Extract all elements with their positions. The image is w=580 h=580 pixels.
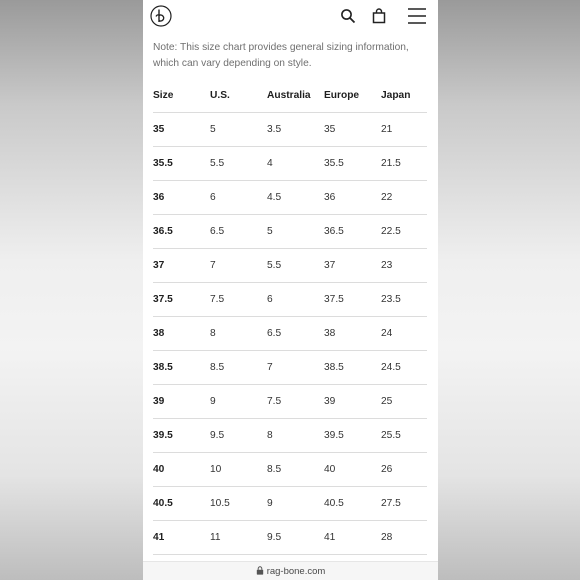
japan-cell: 25.5 [381, 419, 427, 453]
size-cell: 40.5 [153, 487, 210, 521]
us-cell: 5 [210, 113, 267, 147]
search-icon[interactable] [340, 8, 356, 24]
us-cell: 6 [210, 181, 267, 215]
japan-cell: 24 [381, 317, 427, 351]
table-row [153, 181, 427, 215]
size-cell: 39 [153, 385, 210, 419]
europe-cell: 40.5 [324, 487, 381, 521]
europe-cell: 37.5 [324, 283, 381, 317]
europe-cell: 37 [324, 249, 381, 283]
europe-cell: 36 [324, 181, 381, 215]
table-row [153, 351, 427, 385]
europe-cell: 38.5 [324, 351, 381, 385]
australia-cell: 7.5 [267, 385, 324, 419]
table-row [153, 113, 427, 147]
us-cell: 9 [210, 385, 267, 419]
japan-cell: 25 [381, 385, 427, 419]
size-cell: 38.5 [153, 351, 210, 385]
column-header-size: Size [153, 79, 210, 113]
us-cell: 6.5 [210, 215, 267, 249]
australia-cell: 5.5 [267, 249, 324, 283]
size-cell: 36.5 [153, 215, 210, 249]
us-cell: 10 [210, 453, 267, 487]
australia-cell: 6 [267, 283, 324, 317]
size-cell: 38 [153, 317, 210, 351]
europe-cell: 39.5 [324, 419, 381, 453]
table-row [153, 521, 427, 555]
europe-cell: 39 [324, 385, 381, 419]
table-row [153, 487, 427, 521]
us-cell: 11 [210, 521, 267, 555]
australia-cell: 8 [267, 419, 324, 453]
japan-cell: 23.5 [381, 283, 427, 317]
table-row [153, 249, 427, 283]
australia-cell: 3.5 [267, 113, 324, 147]
column-header-us: U.S. [210, 79, 267, 113]
table-row [153, 283, 427, 317]
mobile-page [143, 0, 438, 580]
europe-cell: 38 [324, 317, 381, 351]
japan-cell: 22 [381, 181, 427, 215]
australia-cell: 6.5 [267, 317, 324, 351]
table-row [153, 147, 427, 181]
url-text: rag-bone.com [266, 566, 326, 577]
size-chart-note: Note: This size chart provides general sizing information, which can vary depending on style. [153, 42, 409, 69]
europe-cell: 35 [324, 113, 381, 147]
australia-cell: 4.5 [267, 181, 324, 215]
rag-bone-logo[interactable] [150, 5, 172, 27]
japan-cell: 27.5 [381, 487, 427, 521]
us-cell: 9.5 [210, 419, 267, 453]
column-header-australia: Australia [267, 79, 324, 113]
size-cell: 37.5 [153, 283, 210, 317]
browser-address-bar[interactable] [143, 561, 438, 580]
size-cell: 41 [153, 521, 210, 555]
lock-icon [256, 566, 264, 575]
table-row [153, 385, 427, 419]
column-header-japan: Japan [381, 79, 427, 113]
japan-cell: 24.5 [381, 351, 427, 385]
japan-cell: 26 [381, 453, 427, 487]
site-header [143, 0, 438, 34]
url-display[interactable] [143, 566, 438, 577]
europe-cell: 35.5 [324, 147, 381, 181]
us-cell: 5.5 [210, 147, 267, 181]
table-row [153, 419, 427, 453]
size-chart-table [153, 79, 427, 555]
australia-cell: 8.5 [267, 453, 324, 487]
japan-cell: 21.5 [381, 147, 427, 181]
size-cell: 35 [153, 113, 210, 147]
europe-cell: 41 [324, 521, 381, 555]
hamburger-menu-icon[interactable] [407, 6, 427, 26]
europe-cell: 36.5 [324, 215, 381, 249]
us-cell: 7 [210, 249, 267, 283]
australia-cell: 7 [267, 351, 324, 385]
us-cell: 8.5 [210, 351, 267, 385]
column-header-europe: Europe [324, 79, 381, 113]
australia-cell: 9 [267, 487, 324, 521]
us-cell: 10.5 [210, 487, 267, 521]
size-cell: 35.5 [153, 147, 210, 181]
us-cell: 8 [210, 317, 267, 351]
size-cell: 40 [153, 453, 210, 487]
table-header-row [153, 79, 427, 113]
europe-cell: 40 [324, 453, 381, 487]
size-cell: 36 [153, 181, 210, 215]
table-row [153, 453, 427, 487]
japan-cell: 23 [381, 249, 427, 283]
australia-cell: 9.5 [267, 521, 324, 555]
size-cell: 39.5 [153, 419, 210, 453]
table-row [153, 215, 427, 249]
table-row [153, 317, 427, 351]
japan-cell: 21 [381, 113, 427, 147]
australia-cell: 4 [267, 147, 324, 181]
shopping-bag-icon[interactable] [371, 8, 387, 24]
size-cell: 37 [153, 249, 210, 283]
japan-cell: 22.5 [381, 215, 427, 249]
australia-cell: 5 [267, 215, 324, 249]
japan-cell: 28 [381, 521, 427, 555]
us-cell: 7.5 [210, 283, 267, 317]
